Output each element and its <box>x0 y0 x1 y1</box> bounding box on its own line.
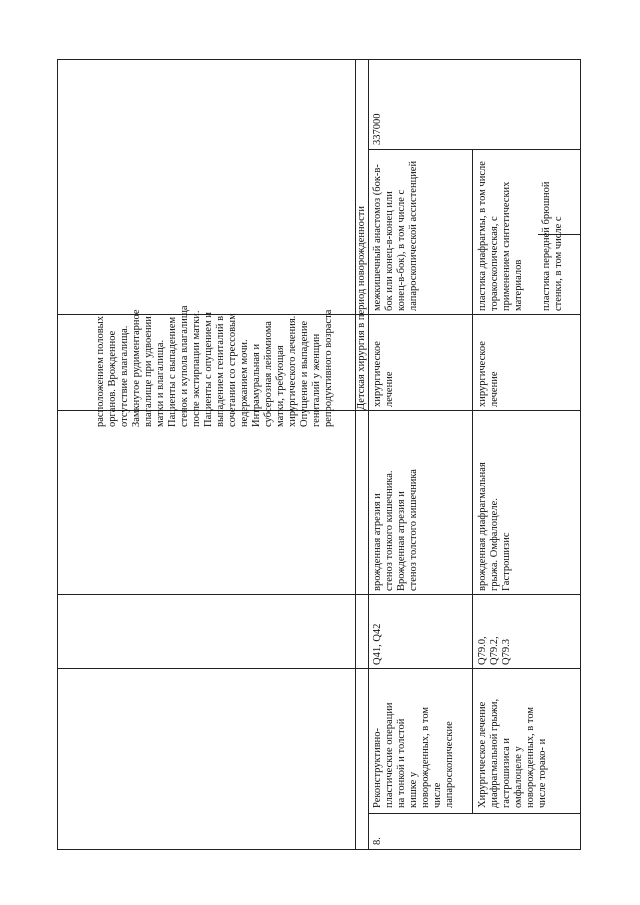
row8-name-line-2: пластические операции <box>384 702 395 808</box>
top-diagnosis-line-4: Замкнутое рудиментарное <box>131 309 142 427</box>
top-diagnosis-line-8: стенок и купола влагалища <box>179 305 190 427</box>
top-diagnosis-line-13: недержанием мочи. <box>239 339 250 427</box>
top-diagnosis-line-18: Опущение и выпадение <box>299 320 310 427</box>
top-diagnosis-line-3: отсутствие влагалища. <box>119 325 130 427</box>
row8-name-line-3: на тонкой и толстой <box>396 718 407 808</box>
row9-codes-line-2: Q79.2, <box>489 636 500 665</box>
row9-name-line-4: омфалоцеле у <box>513 746 524 808</box>
top-diagnosis-line-15: субсерозная лейомиома <box>263 321 274 427</box>
top-diagnosis-line-10: Пациенты с опущением и <box>203 312 214 427</box>
row9-diagnosis-line-3: Гастрошизис <box>501 532 512 591</box>
top-diagnosis-line-5: влагалище при удвоении <box>143 316 154 427</box>
top-diagnosis-line-16: матки, требующая <box>275 345 286 427</box>
row8-method-line-1: межкишечный анастомоз (бок-в- <box>372 164 383 311</box>
top-diagnosis-line-19: гениталий у женщин <box>311 333 322 427</box>
row9-name-line-6: числе торако- и <box>537 738 548 808</box>
row-divider-8-9 <box>472 149 473 814</box>
row9-method1-line-4: материалов <box>513 259 524 311</box>
row8-name-line-5: новорожденных, в том <box>420 706 431 808</box>
row9-method2-line-1: пластика передней брюшной <box>541 181 552 311</box>
row9-codes-line-3: Q79.3 <box>501 639 512 665</box>
row9-name-line-2: диафрагмальной грыжи, <box>489 698 500 808</box>
section-line-bottom <box>368 59 369 850</box>
top-diagnosis-line-17: хирургического лечения. <box>287 315 298 427</box>
top-diagnosis-line-7: Пациенты с выпадением <box>167 316 178 427</box>
row8-diagnosis-line-4: стеноз толстого кишечника <box>408 469 419 591</box>
table-border-left <box>57 849 581 850</box>
row8-diagnosis-line-3: Врожденная атрезия и <box>396 491 407 591</box>
table-border-top <box>57 59 58 850</box>
row8-treatment-line-2: лечение <box>384 371 395 407</box>
row8-codes: Q41, Q42 <box>372 623 383 665</box>
row8-name-line-4: кишке у <box>408 771 419 808</box>
row9-name-line-1: Хирургическое лечение <box>477 701 488 808</box>
row9-name-line-5: новорожденных, в том <box>525 706 536 808</box>
top-diagnosis-line-20: репродуктивного возраста <box>323 309 334 427</box>
row8-name-line-6: числе <box>432 782 443 808</box>
section-heading: Детская хирургия в период новорожденности <box>356 205 367 410</box>
top-diagnosis-line-6: матки и влагалища. <box>155 339 166 427</box>
section-line-top <box>355 59 356 850</box>
row9-treatment-line-1: хирургическое <box>477 341 488 407</box>
method-cost-divider <box>368 149 580 150</box>
col-divider-1 <box>57 668 581 669</box>
row9-codes-line-1: Q79.0, <box>477 636 488 665</box>
top-diagnosis-line-9: после экстирпации матки. <box>191 310 202 427</box>
table-border-right <box>57 59 581 60</box>
row9-method1-line-2: торакоскопическая, с <box>489 216 500 311</box>
row9-method2-line-2: стенки, в том числе с <box>553 216 564 311</box>
top-diagnosis-line-1: расположением половых <box>95 316 106 427</box>
row8-method-line-3: конец-в-бок), в том числе с <box>396 189 407 311</box>
col-divider-2 <box>57 594 581 595</box>
row8-number-divider <box>368 813 580 814</box>
row8-diagnosis-line-2: стеноз тонкого кишечника. <box>384 470 395 591</box>
table-border-bottom <box>580 59 581 850</box>
row8-cost: 337000 <box>372 113 383 145</box>
top-diagnosis-line-11: выпадением гениталий в <box>215 315 226 427</box>
top-diagnosis-line-14: Интрамуральная и <box>251 343 262 427</box>
row8-method-line-2: бок или конец-в-конец или <box>384 191 395 311</box>
top-diagnosis-line-2: органов. Врожденное <box>107 330 118 427</box>
row9-method1-line-3: применением синтетических <box>501 181 512 311</box>
row9-treatment-line-2: лечение <box>489 371 500 407</box>
row9-diagnosis-line-1: врожденная диафрагмальная <box>477 462 488 591</box>
row8-name-line-7: лапароскопические <box>444 721 455 808</box>
row9-diagnosis-line-2: грыжа. Омфалоцеле. <box>489 498 500 591</box>
row9-name-line-3: гастрошизиса и <box>501 737 512 808</box>
row9-method1-line-1: пластика диафрагмы, в том числе <box>477 161 488 311</box>
row8-diagnosis-line-1: врожденная атрезия и <box>372 493 383 591</box>
row8-method-line-4: лапароскопической ассистенцией <box>408 160 419 311</box>
top-diagnosis-line-12: сочетании со стрессовым <box>227 313 238 427</box>
row8-number: 8. <box>372 837 383 845</box>
row8-name-line-1: Реконструктивно- <box>372 727 383 808</box>
row8-treatment-line-1: хирургическое <box>372 341 383 407</box>
